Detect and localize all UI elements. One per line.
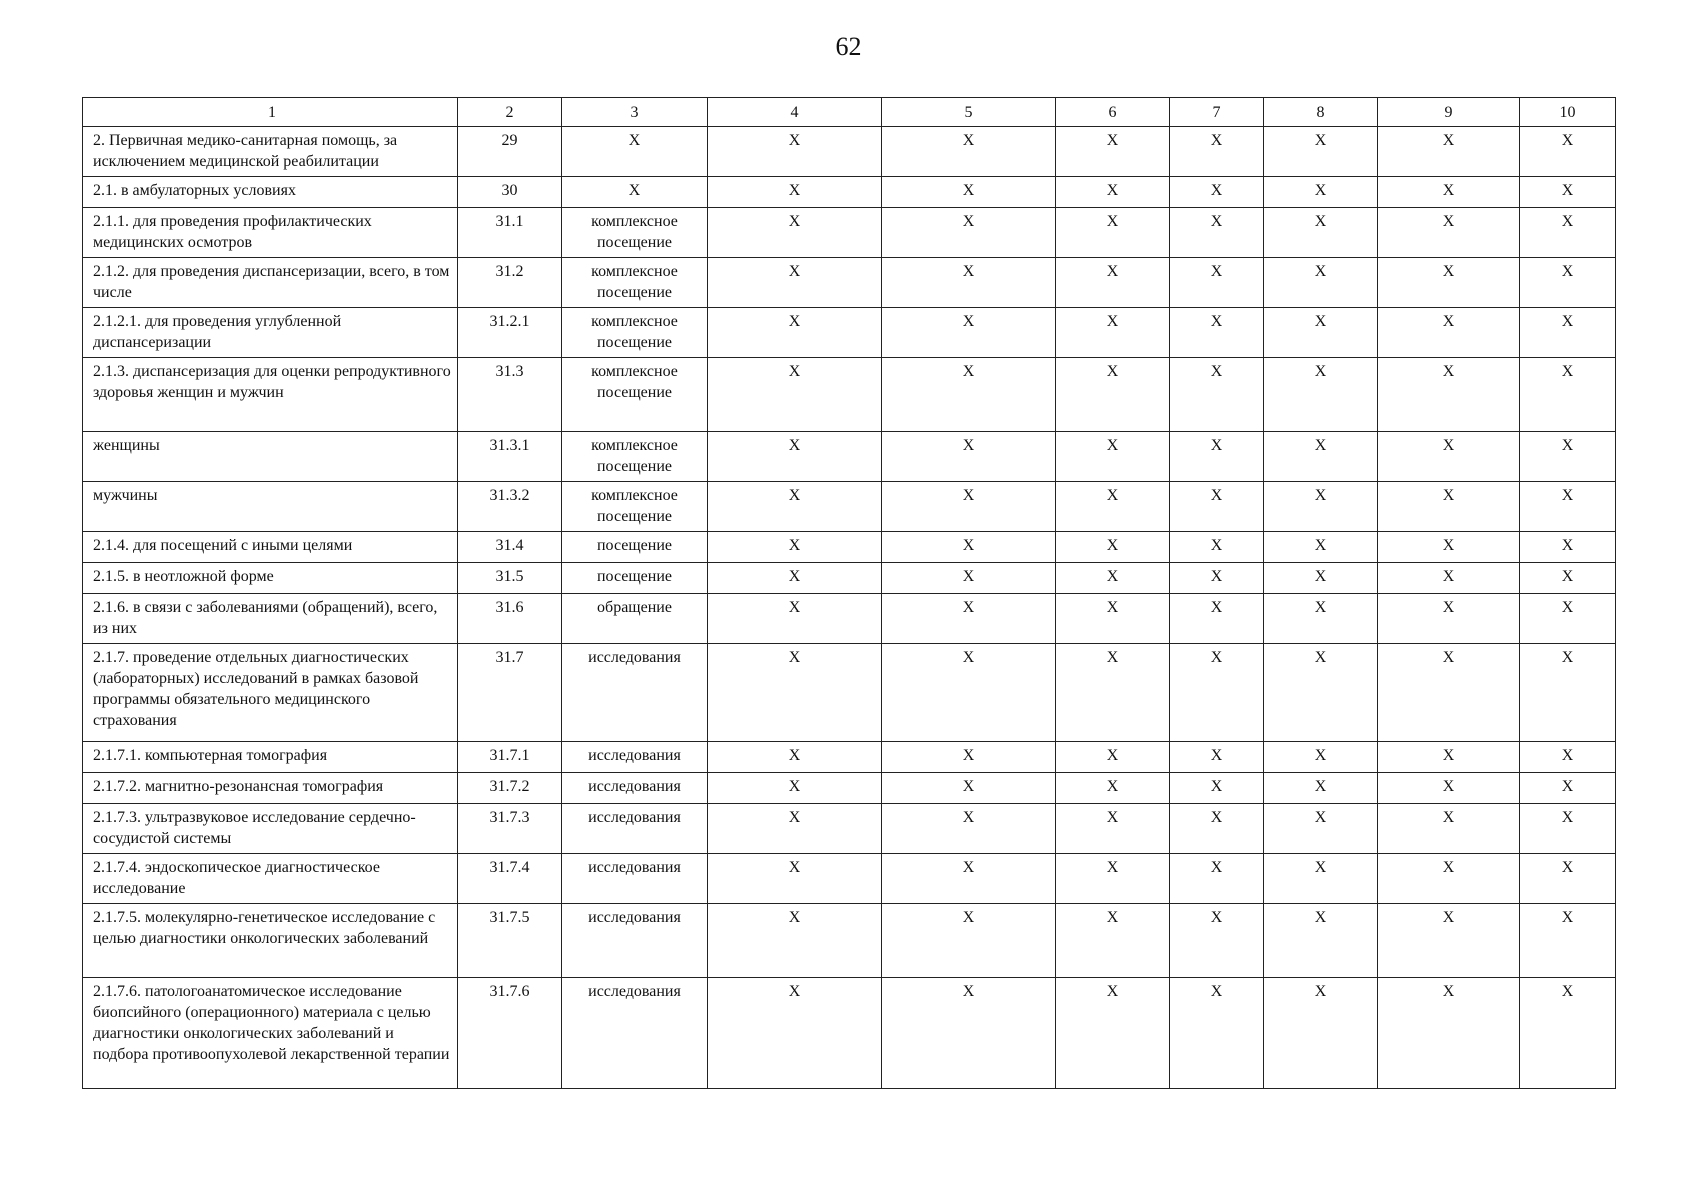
value-cell: X — [1264, 258, 1378, 308]
value-cell: X — [1056, 594, 1170, 644]
row-code-cell: 31.4 — [458, 532, 562, 563]
value-cell: X — [1378, 804, 1520, 854]
value-cell: X — [882, 594, 1056, 644]
value-cell: X — [1264, 773, 1378, 804]
value-cell: X — [1520, 563, 1616, 594]
value-cell: X — [708, 258, 882, 308]
value-cell: X — [882, 904, 1056, 978]
value-cell: X — [708, 563, 882, 594]
value-cell: X — [708, 978, 882, 1089]
value-cell: X — [882, 742, 1056, 773]
value-cell: X — [1170, 532, 1264, 563]
value-cell: X — [1056, 904, 1170, 978]
value-cell: X — [1378, 773, 1520, 804]
row-code-cell: 31.3.2 — [458, 482, 562, 532]
value-cell: X — [1170, 854, 1264, 904]
table-row — [83, 482, 1616, 532]
value-cell: X — [1264, 594, 1378, 644]
value-cell: X — [1520, 532, 1616, 563]
value-cell: X — [1056, 644, 1170, 742]
row-code-cell: 31.3.1 — [458, 432, 562, 482]
value-cell: X — [882, 532, 1056, 563]
value-cell: X — [708, 208, 882, 258]
value-cell: X — [1378, 904, 1520, 978]
value-cell: X — [708, 177, 882, 208]
column-number-header: 1 — [83, 98, 458, 127]
table-row — [83, 742, 1616, 773]
row-code-cell: 31.3 — [458, 358, 562, 432]
value-cell: X — [1520, 742, 1616, 773]
value-cell: X — [1264, 904, 1378, 978]
row-name-cell: 2.1.2. для проведения диспансеризации, всего, в том числе — [83, 258, 458, 308]
row-name-cell: 2.1.6. в связи с заболеваниями (обращений), всего, из них — [83, 594, 458, 644]
value-cell: X — [708, 532, 882, 563]
value-cell: X — [1264, 854, 1378, 904]
row-unit-cell: комплексное посещение — [562, 482, 708, 532]
data-table — [82, 97, 1616, 1089]
value-cell: X — [1056, 432, 1170, 482]
column-number-header: 10 — [1520, 98, 1616, 127]
value-cell: X — [708, 644, 882, 742]
value-cell: X — [1378, 978, 1520, 1089]
value-cell: X — [1378, 308, 1520, 358]
row-name-cell: 2.1.1. для проведения профилактических медицинских осмотров — [83, 208, 458, 258]
value-cell: X — [1056, 258, 1170, 308]
value-cell: X — [1264, 308, 1378, 358]
row-unit-cell: X — [562, 177, 708, 208]
value-cell: X — [1520, 773, 1616, 804]
table-row — [83, 258, 1616, 308]
value-cell: X — [708, 804, 882, 854]
value-cell: X — [1378, 563, 1520, 594]
row-code-cell: 31.7.6 — [458, 978, 562, 1089]
table-row — [83, 432, 1616, 482]
row-name-cell: 2.1.7.4. эндоскопическое диагностическое исследование — [83, 854, 458, 904]
value-cell: X — [1170, 978, 1264, 1089]
value-cell: X — [708, 773, 882, 804]
column-number-header: 4 — [708, 98, 882, 127]
table-header-row — [83, 98, 1616, 127]
row-unit-cell: обращение — [562, 594, 708, 644]
value-cell: X — [1170, 177, 1264, 208]
value-cell: X — [882, 854, 1056, 904]
table-row — [83, 177, 1616, 208]
value-cell: X — [1170, 258, 1264, 308]
row-name-cell: 2.1.7.6. патологоанатомическое исследование биопсийного (операционного) материала с целью диагностики онкологических заболеваний и подбора противоопухолевой лекарственной терапии — [83, 978, 458, 1089]
table-row — [83, 804, 1616, 854]
value-cell: X — [1170, 742, 1264, 773]
row-name-cell: 2.1.2.1. для проведения углубленной диспансеризации — [83, 308, 458, 358]
value-cell: X — [1056, 208, 1170, 258]
value-cell: X — [1520, 258, 1616, 308]
column-number-header: 9 — [1378, 98, 1520, 127]
row-code-cell: 31.7.3 — [458, 804, 562, 854]
table-row — [83, 594, 1616, 644]
table-row — [83, 644, 1616, 742]
value-cell: X — [1170, 482, 1264, 532]
value-cell: X — [1378, 482, 1520, 532]
value-cell: X — [1170, 644, 1264, 742]
row-code-cell: 31.7.5 — [458, 904, 562, 978]
value-cell: X — [1378, 177, 1520, 208]
row-unit-cell: исследования — [562, 804, 708, 854]
value-cell: X — [1170, 308, 1264, 358]
value-cell: X — [1378, 532, 1520, 563]
row-unit-cell: посещение — [562, 563, 708, 594]
value-cell: X — [1170, 773, 1264, 804]
row-unit-cell: исследования — [562, 644, 708, 742]
value-cell: X — [882, 563, 1056, 594]
value-cell: X — [1264, 208, 1378, 258]
row-name-cell: мужчины — [83, 482, 458, 532]
value-cell: X — [708, 742, 882, 773]
row-name-cell: 2.1.7.2. магнитно-резонансная томография — [83, 773, 458, 804]
row-unit-cell: исследования — [562, 742, 708, 773]
page-number: 62 — [835, 32, 862, 61]
value-cell: X — [1378, 432, 1520, 482]
table-row — [83, 773, 1616, 804]
value-cell: X — [1056, 773, 1170, 804]
value-cell: X — [1520, 177, 1616, 208]
value-cell: X — [882, 358, 1056, 432]
row-name-cell: 2. Первичная медико-санитарная помощь, за исключением медицинской реабилитации — [83, 127, 458, 177]
value-cell: X — [708, 308, 882, 358]
value-cell: X — [1264, 742, 1378, 773]
value-cell: X — [1056, 854, 1170, 904]
value-cell: X — [1520, 804, 1616, 854]
row-unit-cell: посещение — [562, 532, 708, 563]
value-cell: X — [1520, 904, 1616, 978]
value-cell: X — [1056, 532, 1170, 563]
value-cell: X — [882, 208, 1056, 258]
value-cell: X — [1264, 432, 1378, 482]
row-code-cell: 29 — [458, 127, 562, 177]
value-cell: X — [1378, 742, 1520, 773]
value-cell: X — [708, 854, 882, 904]
value-cell: X — [1264, 127, 1378, 177]
value-cell: X — [1264, 482, 1378, 532]
value-cell: X — [708, 358, 882, 432]
value-cell: X — [1056, 563, 1170, 594]
value-cell: X — [1264, 804, 1378, 854]
value-cell: X — [882, 978, 1056, 1089]
value-cell: X — [1378, 208, 1520, 258]
row-code-cell: 31.7 — [458, 644, 562, 742]
value-cell: X — [1378, 594, 1520, 644]
value-cell: X — [708, 127, 882, 177]
table-row — [83, 308, 1616, 358]
value-cell: X — [1378, 644, 1520, 742]
value-cell: X — [882, 804, 1056, 854]
row-name-cell: 2.1.3. диспансеризация для оценки репродуктивного здоровья женщин и мужчин — [83, 358, 458, 432]
row-code-cell: 31.1 — [458, 208, 562, 258]
value-cell: X — [1170, 208, 1264, 258]
value-cell: X — [882, 644, 1056, 742]
value-cell: X — [708, 482, 882, 532]
value-cell: X — [1520, 432, 1616, 482]
row-unit-cell: исследования — [562, 978, 708, 1089]
row-name-cell: 2.1.5. в неотложной форме — [83, 563, 458, 594]
row-unit-cell: комплексное посещение — [562, 258, 708, 308]
value-cell: X — [882, 177, 1056, 208]
value-cell: X — [1170, 594, 1264, 644]
column-number-header: 8 — [1264, 98, 1378, 127]
value-cell: X — [1378, 854, 1520, 904]
value-cell: X — [1520, 594, 1616, 644]
value-cell: X — [1170, 358, 1264, 432]
value-cell: X — [882, 127, 1056, 177]
value-cell: X — [1378, 358, 1520, 432]
value-cell: X — [1264, 978, 1378, 1089]
table-row — [83, 904, 1616, 978]
value-cell: X — [1520, 208, 1616, 258]
value-cell: X — [1520, 644, 1616, 742]
value-cell: X — [1056, 127, 1170, 177]
value-cell: X — [882, 308, 1056, 358]
table-row — [83, 854, 1616, 904]
row-name-cell: 2.1.7.1. компьютерная томография — [83, 742, 458, 773]
value-cell: X — [708, 904, 882, 978]
value-cell: X — [1170, 432, 1264, 482]
row-code-cell: 31.2.1 — [458, 308, 562, 358]
column-number-header: 3 — [562, 98, 708, 127]
value-cell: X — [1520, 978, 1616, 1089]
row-unit-cell: исследования — [562, 854, 708, 904]
row-name-cell: женщины — [83, 432, 458, 482]
value-cell: X — [1264, 644, 1378, 742]
row-code-cell: 31.5 — [458, 563, 562, 594]
value-cell: X — [1520, 308, 1616, 358]
value-cell: X — [1520, 482, 1616, 532]
row-unit-cell: комплексное посещение — [562, 308, 708, 358]
value-cell: X — [1264, 177, 1378, 208]
column-number-header: 7 — [1170, 98, 1264, 127]
value-cell: X — [1264, 532, 1378, 563]
row-unit-cell: комплексное посещение — [562, 208, 708, 258]
value-cell: X — [1378, 127, 1520, 177]
value-cell: X — [1170, 563, 1264, 594]
value-cell: X — [1520, 127, 1616, 177]
row-name-cell: 2.1. в амбулаторных условиях — [83, 177, 458, 208]
value-cell: X — [1056, 358, 1170, 432]
table-row — [83, 208, 1616, 258]
row-name-cell: 2.1.7.5. молекулярно-генетическое исследование с целью диагностики онкологических заболеваний — [83, 904, 458, 978]
table-row — [83, 358, 1616, 432]
column-number-header: 6 — [1056, 98, 1170, 127]
value-cell: X — [1056, 308, 1170, 358]
table-body — [83, 98, 1616, 1089]
value-cell: X — [1056, 177, 1170, 208]
table-row — [83, 563, 1616, 594]
row-unit-cell: X — [562, 127, 708, 177]
row-unit-cell: исследования — [562, 904, 708, 978]
value-cell: X — [882, 432, 1056, 482]
value-cell: X — [1170, 804, 1264, 854]
row-code-cell: 31.7.2 — [458, 773, 562, 804]
value-cell: X — [708, 432, 882, 482]
row-name-cell: 2.1.4. для посещений с иными целями — [83, 532, 458, 563]
value-cell: X — [882, 773, 1056, 804]
row-name-cell: 2.1.7. проведение отдельных диагностических (лабораторных) исследований в рамках базовой программы обязательного медицинского страхования — [83, 644, 458, 742]
value-cell: X — [1378, 258, 1520, 308]
value-cell: X — [708, 594, 882, 644]
value-cell: X — [1056, 804, 1170, 854]
table-row — [83, 532, 1616, 563]
row-name-cell: 2.1.7.3. ультразвуковое исследование сердечно-сосудистой системы — [83, 804, 458, 854]
row-unit-cell: комплексное посещение — [562, 432, 708, 482]
row-code-cell: 31.6 — [458, 594, 562, 644]
value-cell: X — [1170, 127, 1264, 177]
row-unit-cell: исследования — [562, 773, 708, 804]
value-cell: X — [1056, 482, 1170, 532]
value-cell: X — [1170, 904, 1264, 978]
value-cell: X — [1056, 742, 1170, 773]
value-cell: X — [882, 482, 1056, 532]
value-cell: X — [882, 258, 1056, 308]
value-cell: X — [1264, 358, 1378, 432]
column-number-header: 2 — [458, 98, 562, 127]
value-cell: X — [1264, 563, 1378, 594]
row-code-cell: 31.7.1 — [458, 742, 562, 773]
table-row — [83, 978, 1616, 1089]
row-code-cell: 30 — [458, 177, 562, 208]
row-code-cell: 31.2 — [458, 258, 562, 308]
row-code-cell: 31.7.4 — [458, 854, 562, 904]
value-cell: X — [1056, 978, 1170, 1089]
column-number-header: 5 — [882, 98, 1056, 127]
table-row — [83, 127, 1616, 177]
value-cell: X — [1520, 854, 1616, 904]
value-cell: X — [1520, 358, 1616, 432]
row-unit-cell: комплексное посещение — [562, 358, 708, 432]
